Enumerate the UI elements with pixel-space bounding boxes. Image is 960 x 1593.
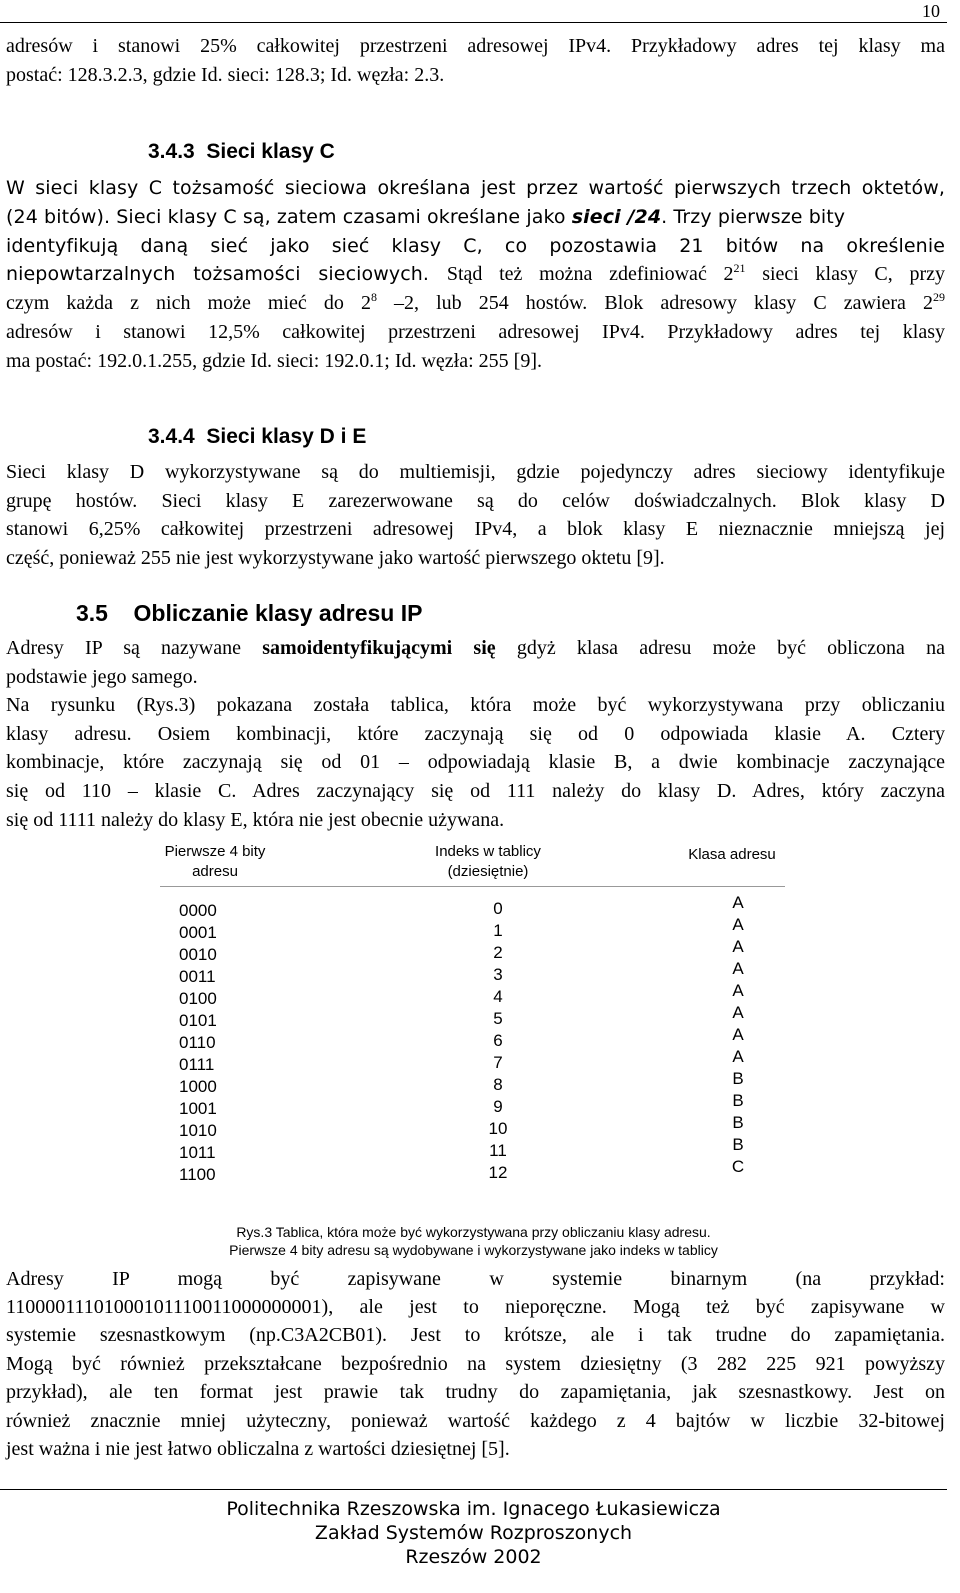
section-heading-344 bbox=[148, 425, 366, 449]
table-cell-class: C bbox=[731, 1157, 745, 1176]
sec-c-line-1: W sieci klasy C tożsamość sieciowa określana jest przez wartość pierwszych trzech oktetów, bbox=[6, 177, 945, 199]
table-cell-index: 12 bbox=[488, 1163, 508, 1182]
table-cell-class: A bbox=[732, 893, 744, 912]
text-run: . Trzy pierwsze bity bbox=[661, 206, 846, 228]
footer-rule bbox=[0, 1489, 947, 1490]
header-rule bbox=[0, 22, 947, 23]
section-number: 3.5 bbox=[76, 600, 108, 626]
table-cell-bits: 0111 bbox=[179, 1055, 215, 1074]
text-run: sieci klasy C, przy bbox=[745, 263, 945, 285]
superscript: 8 bbox=[370, 290, 377, 304]
table-cell-bits: 0010 bbox=[179, 945, 217, 964]
section-heading-343 bbox=[148, 140, 335, 164]
table-cell-class: A bbox=[732, 1047, 744, 1066]
caption-line: Pierwsze 4 bity adresu są wydobywane i wykorzystywane jako indeks w tablicy bbox=[229, 1242, 718, 1258]
header-line: Pierwsze 4 bity bbox=[164, 843, 266, 860]
table-cell-index: 6 bbox=[493, 1031, 503, 1050]
table-header-index bbox=[393, 842, 583, 882]
closing-line-2: 11000011101000101110011000000001), ale jest to nieporęczne. Mogą też być zapisywane w bbox=[6, 1296, 945, 1318]
table-cell-class: B bbox=[732, 1113, 744, 1132]
closing-line-3: systemie szesnastkowym (np.C3A2CB01). Jest to krótsze, ale i tak trudne do zapamiętania. bbox=[6, 1324, 945, 1346]
page-number: 10 bbox=[922, 1, 940, 21]
table-cell-bits: 0011 bbox=[179, 967, 216, 986]
sec-c-line-5 bbox=[6, 289, 945, 318]
table-column-index bbox=[470, 898, 526, 1184]
section-number: 3.4.3 bbox=[148, 140, 195, 163]
sec-c-line-4 bbox=[6, 260, 945, 289]
table-cell-class: A bbox=[732, 937, 744, 956]
table-cell-class: B bbox=[732, 1091, 744, 1110]
sec-de-line-4: część, ponieważ 255 nie jest wykorzystywane jako wartość pierwszego oktetu [9]. bbox=[6, 547, 665, 569]
table-cell-bits: 1010 bbox=[179, 1121, 217, 1140]
sec-35-line-7: się od 1111 należy do klasy E, która nie jest obecnie używana. bbox=[6, 809, 505, 831]
superscript: 29 bbox=[933, 290, 945, 304]
table-cell-index: 5 bbox=[493, 1009, 503, 1028]
table-cell-bits: 0000 bbox=[179, 901, 217, 920]
caption-line: Rys.3 Tablica, która może być wykorzystywana przy obliczaniu klasy adresu. bbox=[236, 1224, 711, 1240]
sec-35-line-2: podstawie jego samego. bbox=[6, 666, 198, 688]
sec-35-line-6: się od 110 – klasie C. Adres zaczynający się od 111 należy do klasy D. Adres, który zaczyna bbox=[6, 780, 945, 802]
closing-line-5: przykład), ale ten format jest prawie tak trudny do zapamiętania, jak szesnastkowy. Jest on bbox=[6, 1381, 945, 1403]
bold-term: samoidentyfikującymi się bbox=[262, 637, 496, 659]
table-column-class bbox=[726, 892, 750, 1178]
sec-35-line-3: Na rysunku (Rys.3) pokazana została tablica, która może być wykorzystywana przy obliczaniu bbox=[6, 694, 945, 716]
intro-line-2: postać: 128.3.2.3, gdzie Id. sieci: 128.3; Id. węzła: 2.3. bbox=[6, 64, 445, 86]
intro-line-1: adresów i stanowi 25% całkowitej przestrzeni adresowej IPv4. Przykładowy adres tej klasy ma bbox=[6, 35, 945, 57]
table-cell-bits: 0110 bbox=[179, 1033, 216, 1052]
section-title: Sieci klasy C bbox=[206, 140, 335, 163]
sec-c-line-2 bbox=[6, 203, 945, 232]
table-cell-bits: 0001 bbox=[179, 923, 217, 942]
superscript: 21 bbox=[733, 261, 746, 275]
header-line: adresu bbox=[192, 863, 238, 880]
closing-line-4: Mogą być również przekształcane bezpośrednio na system dziesiętny (3 282 225 921 powyższy bbox=[6, 1353, 945, 1375]
sec-c-line-7: ma postać: 192.0.1.255, gdzie Id. sieci: 192.0.1; Id. węzła: 255 [9]. bbox=[6, 350, 542, 372]
table-cell-index: 0 bbox=[493, 899, 503, 918]
text-run: Stąd też można zdefiniować 2 bbox=[446, 263, 734, 285]
section-title: Obliczanie klasy adresu IP bbox=[133, 600, 423, 626]
footer bbox=[0, 1497, 947, 1569]
table-cell-class: A bbox=[732, 915, 744, 934]
text-run: czym każda z nich może mieć do 2 bbox=[6, 292, 371, 314]
footer-department: Zakład Systemów Rozproszonych bbox=[314, 1522, 633, 1544]
footer-institution: Politechnika Rzeszowska im. Ignacego Łukasiewicza bbox=[226, 1498, 721, 1520]
closing-line-6: również znacznie mniej użyteczny, ponieważ wartość każdego z 4 bajtów w liczbie 32-bitowej bbox=[6, 1410, 945, 1432]
closing-line-1: Adresy IP mogą być zapisywane w systemie binarnym (na przykład: bbox=[6, 1268, 945, 1290]
table-cell-index: 3 bbox=[493, 965, 503, 984]
header-line: Klasa adresu bbox=[688, 846, 776, 863]
table-column-bits bbox=[179, 900, 217, 1186]
table-cell-class: A bbox=[732, 1025, 744, 1044]
table-cell-index: 1 bbox=[493, 921, 503, 940]
sec-35-line-5: kombinacje, które zaczynają się od 01 – odpowiadają klasie B, a dwie kombinacje zaczynające bbox=[6, 751, 945, 773]
header-line: (dziesiętnie) bbox=[447, 863, 529, 880]
text-run: –2, lub 254 hostów. Blok adresowy klasy C zawiera 2 bbox=[376, 292, 933, 314]
footer-place-year: Rzeszów 2002 bbox=[405, 1546, 542, 1568]
text-run: gdyż klasa adresu może być obliczona na bbox=[495, 637, 946, 659]
table-cell-index: 8 bbox=[493, 1075, 503, 1094]
table-cell-class: A bbox=[732, 981, 744, 1000]
sec-de-line-2: grupę hostów. Sieci klasy E zarezerwowane są do celów doświadczalnych. Blok klasy D bbox=[6, 490, 945, 512]
table-header-rule bbox=[160, 886, 785, 887]
figure-caption bbox=[0, 1223, 947, 1259]
sec-de-line-1: Sieci klasy D wykorzystywane są do multiemisji, gdzie pojedynczy adres sieciowy identyfikuje bbox=[6, 461, 945, 483]
text-run: niepowtarzalnych tożsamości sieciowych. bbox=[6, 263, 447, 285]
sec-35-line-4: klasy adresu. Osiem kombinacji, które zaczynają się od 0 odpowiada klasie A. Cztery bbox=[6, 723, 945, 745]
table-cell-class: A bbox=[732, 1003, 744, 1022]
text-run: Adresy IP są nazywane bbox=[6, 637, 263, 659]
text-run: (24 bitów). Sieci klasy C są, zatem czasami określane jako bbox=[6, 206, 572, 228]
table-cell-bits: 0101 bbox=[179, 1011, 217, 1030]
sec-c-line-3: identyfikują daną sieć jako sieć klasy C, co pozostawia 21 bitów na określenie bbox=[6, 235, 945, 257]
closing-line-7: jest ważna i nie jest łatwo obliczalna z wartości dziesiętnej [5]. bbox=[6, 1438, 510, 1460]
table-cell-bits: 1001 bbox=[179, 1099, 217, 1118]
section-number: 3.4.4 bbox=[148, 425, 195, 448]
table-cell-bits: 1100 bbox=[179, 1165, 216, 1184]
section-title: Sieci klasy D i E bbox=[206, 425, 367, 448]
table-cell-index: 10 bbox=[488, 1119, 508, 1138]
table-header-class bbox=[637, 845, 827, 865]
table-cell-index: 9 bbox=[493, 1097, 503, 1116]
sec-c-line-6: adresów i stanowi 12,5% całkowitej przestrzeni adresowej IPv4. Przykładowy adres tej klasy bbox=[6, 321, 945, 343]
table-cell-index: 4 bbox=[493, 987, 503, 1006]
table-cell-bits: 1000 bbox=[179, 1077, 217, 1096]
section-heading-35 bbox=[76, 600, 422, 627]
table-cell-index: 11 bbox=[489, 1141, 507, 1160]
table-cell-class: B bbox=[732, 1069, 744, 1088]
sec-de-line-3: stanowi 6,25% całkowitej przestrzeni adresowej IPv4, a blok klasy E nieznacznie mniejszą jej bbox=[6, 518, 945, 540]
table-cell-class: B bbox=[732, 1135, 744, 1154]
header-line: Indeks w tablicy bbox=[435, 843, 541, 860]
table-cell-bits: 1011 bbox=[179, 1143, 216, 1162]
emphasis: sieci /24 bbox=[571, 206, 662, 228]
sec-35-line-1 bbox=[6, 634, 945, 663]
table-header-bits bbox=[120, 842, 310, 882]
table-cell-index: 7 bbox=[493, 1053, 503, 1072]
table-cell-index: 2 bbox=[493, 943, 503, 962]
table-cell-class: A bbox=[732, 959, 744, 978]
table-cell-bits: 0100 bbox=[179, 989, 217, 1008]
